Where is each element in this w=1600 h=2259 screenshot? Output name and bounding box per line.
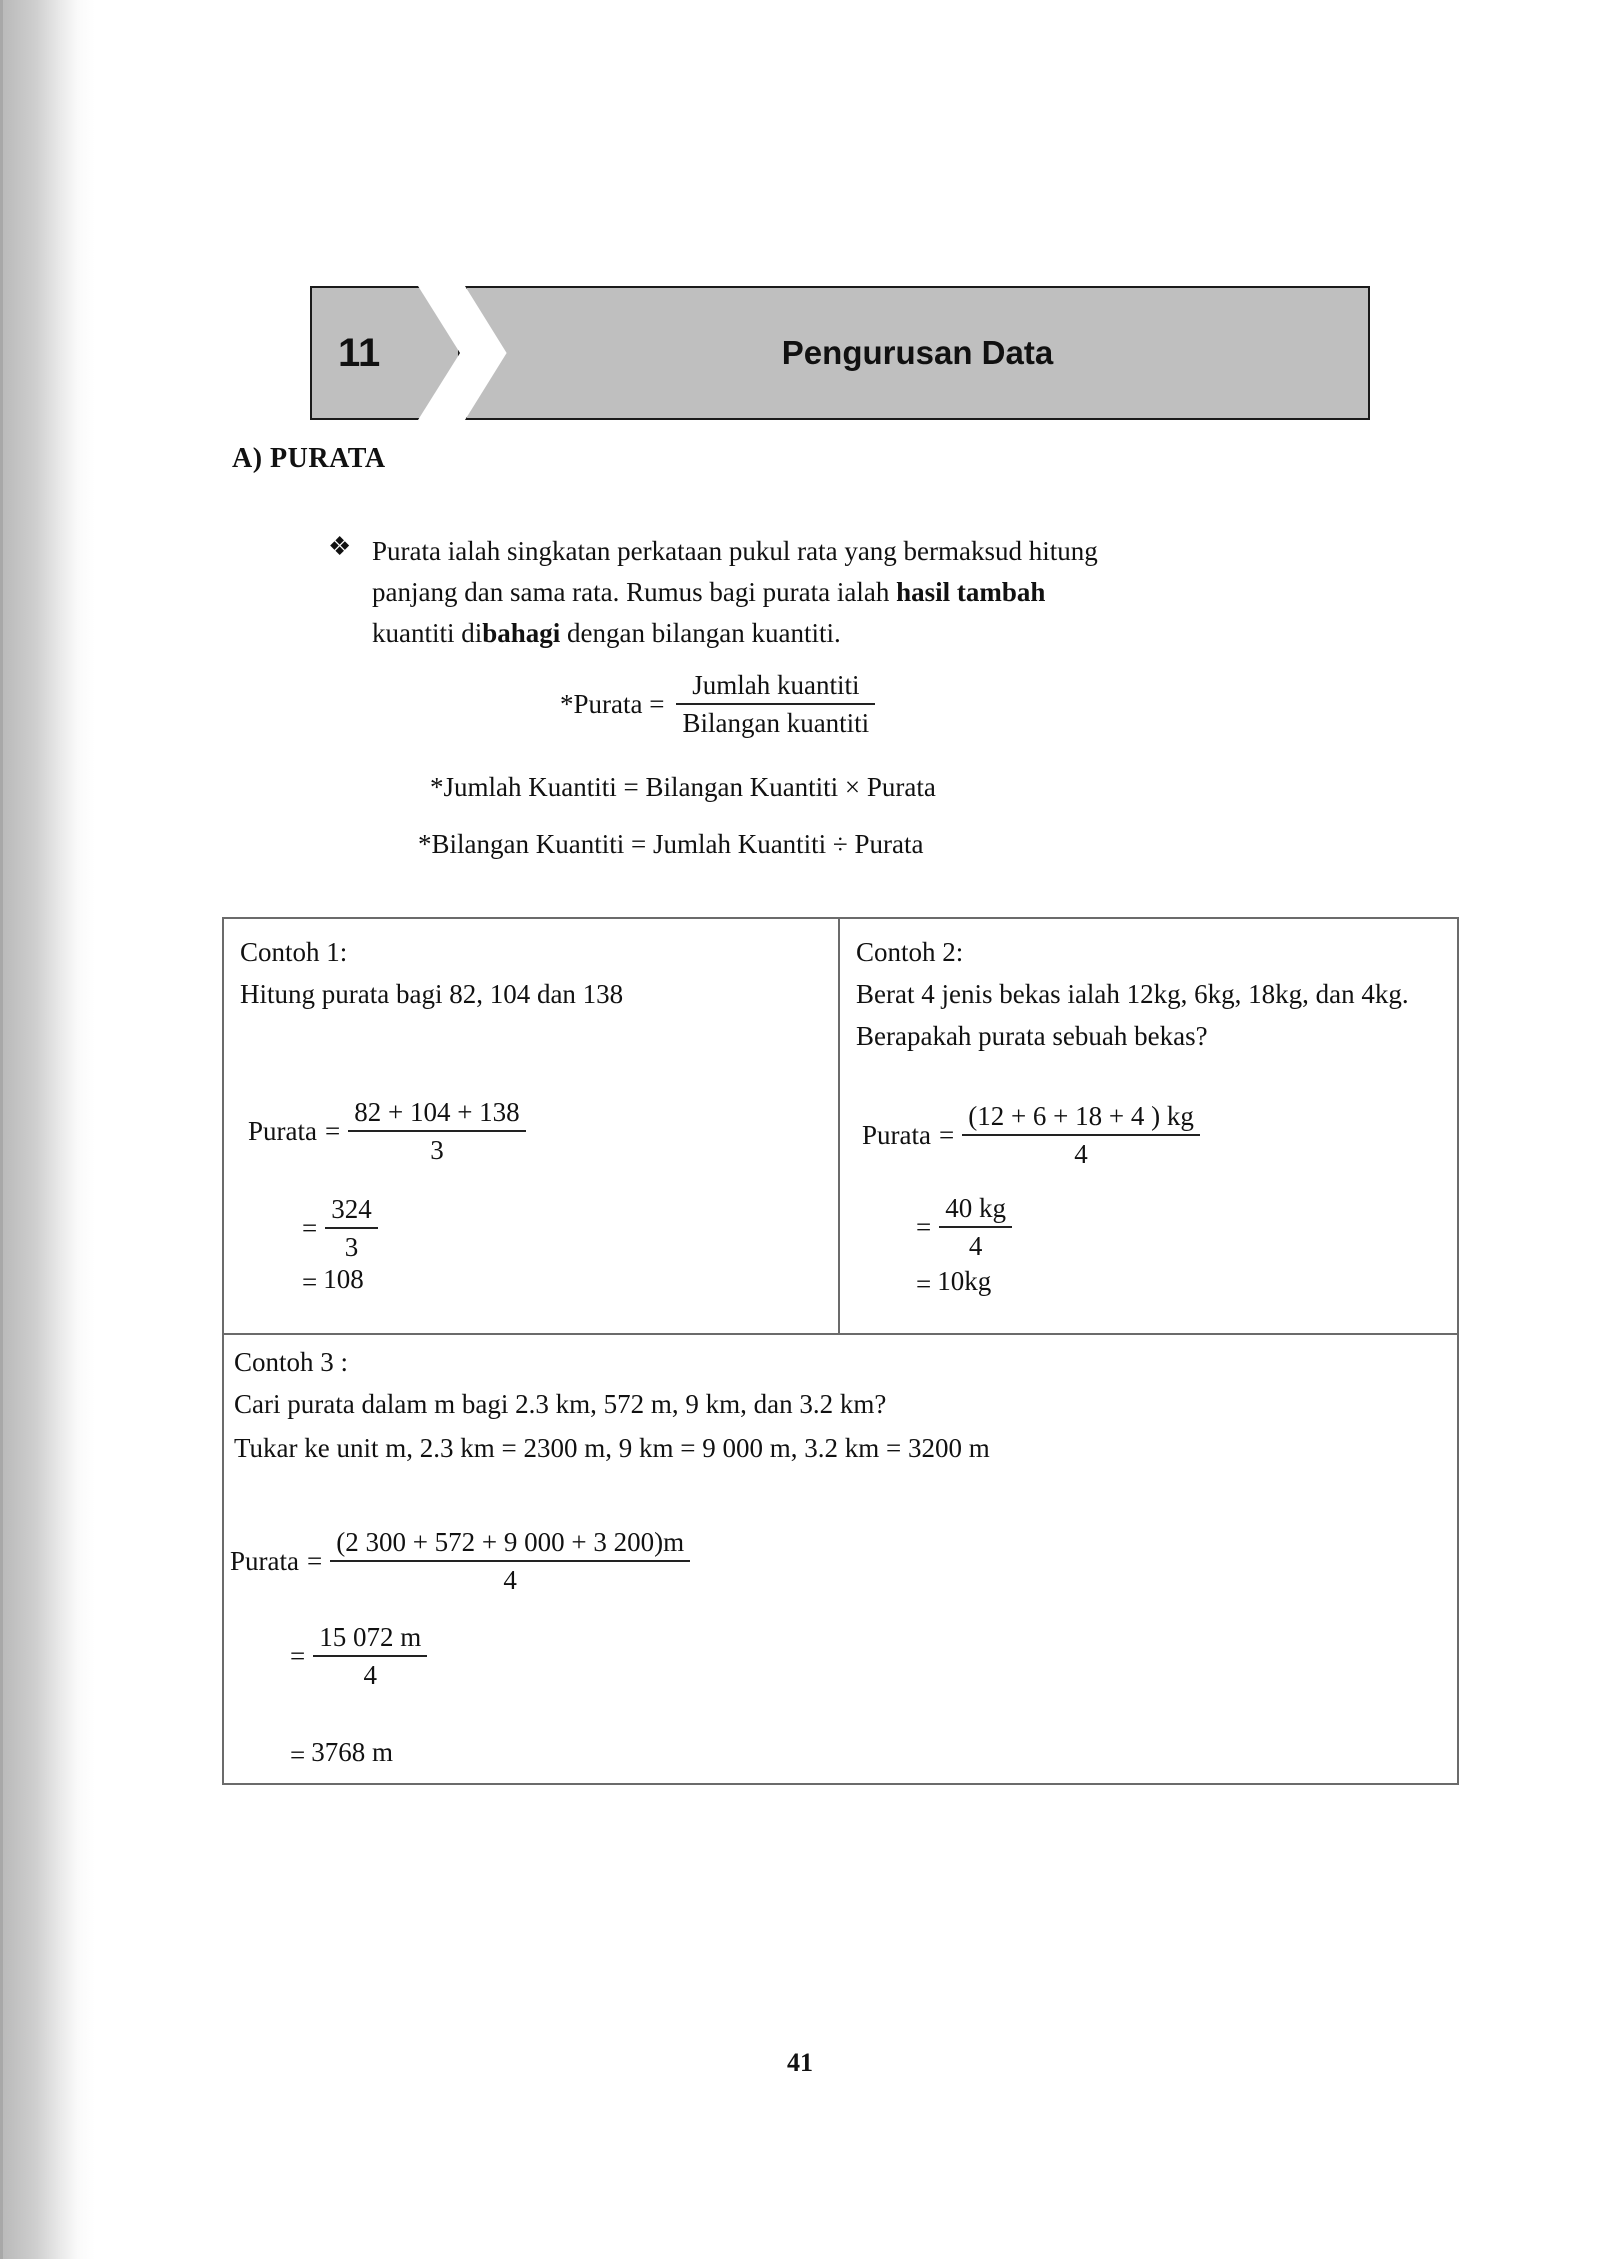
definition-text-part-2: kuantiti di xyxy=(372,618,483,648)
definition-bullet-block xyxy=(328,531,1118,654)
contoh-3-step-2-denominator: 4 xyxy=(363,1660,377,1690)
contoh-2-step-1 xyxy=(862,1099,1202,1171)
purata-formula-numerator: Jumlah kuantiti xyxy=(676,668,875,705)
contoh-2-step-3 xyxy=(916,1264,991,1301)
contoh-1-step-1 xyxy=(248,1095,528,1167)
contoh-1-step-2 xyxy=(302,1192,380,1264)
contoh-3-step-1-numerator: (2 300 + 572 + 9 000 + 3 200)m xyxy=(330,1525,690,1562)
contoh-2-step-2-numerator: 40 kg xyxy=(939,1191,1012,1228)
contoh-3-title: Contoh 3 : xyxy=(234,1347,349,1377)
definition-text-part-1: Purata ialah singkatan perkataan pukul rata yang bermaksud hitung panjang dan sama rata. Rumus bagi purata ialah xyxy=(372,536,1098,607)
contoh-2-result: 10kg xyxy=(937,1266,992,1296)
contoh-3-step-1-eq: = xyxy=(306,1546,323,1576)
contoh-1-question: Hitung purata bagi 82, 104 dan 138 xyxy=(240,979,624,1009)
contoh-1-result: 108 xyxy=(323,1264,364,1294)
example-cell-contoh-1 xyxy=(224,919,840,1333)
contoh-2-step-1-fraction xyxy=(962,1099,1200,1171)
contoh-1-step-2-fraction xyxy=(325,1192,378,1264)
purata-formula-denominator: Bilangan kuantiti xyxy=(682,708,870,738)
contoh-1-step-1-fraction xyxy=(348,1095,525,1167)
scan-edge-shadow xyxy=(0,0,95,2259)
chapter-number: 11 xyxy=(338,331,381,375)
contoh-3-step-1-fraction xyxy=(330,1525,690,1597)
contoh-1-step-1-numerator: 82 + 104 + 138 xyxy=(348,1095,525,1132)
contoh-2-step-1-label: Purata xyxy=(862,1120,931,1150)
contoh-1-step-1-label: Purata xyxy=(248,1116,317,1146)
diamond-bullet-icon: ❖ xyxy=(328,532,352,561)
contoh-1-step-2-denominator: 3 xyxy=(344,1232,359,1262)
contoh-3-step-1-label: Purata xyxy=(230,1546,299,1576)
scan-edge-line xyxy=(0,0,3,2259)
contoh-2-step-2 xyxy=(916,1191,1014,1263)
contoh-2-step-2-eq: = xyxy=(916,1212,932,1242)
contoh-1-step-3-eq: = xyxy=(302,1266,318,1297)
contoh-2-step-1-denominator: 4 xyxy=(1074,1139,1088,1169)
purata-formula xyxy=(560,668,877,740)
examples-table xyxy=(222,917,1459,1785)
contoh-2-step-3-eq: = xyxy=(916,1268,932,1299)
contoh-1-step-2-eq: = xyxy=(302,1213,318,1243)
contoh-1-step-3 xyxy=(302,1262,364,1299)
contoh-1-title: Contoh 1: xyxy=(240,937,348,967)
example-cell-contoh-3 xyxy=(224,1333,1457,1783)
bilangan-kuantiti-formula: *Bilangan Kuantiti = Jumlah Kuantiti ÷ Purata xyxy=(418,829,924,859)
contoh-3-question: Cari purata dalam m bagi 2.3 km, 572 m, 9 km, dan 3.2 km? xyxy=(234,1389,887,1419)
contoh-2-step-2-fraction xyxy=(939,1191,1012,1263)
contoh-1-step-1-denominator: 3 xyxy=(430,1135,444,1165)
contoh-3-result: 3768 m xyxy=(311,1737,393,1767)
contoh-3-step-3 xyxy=(290,1735,393,1772)
chapter-banner xyxy=(310,286,1370,420)
definition-bold-1: hasil tambah xyxy=(896,577,1046,607)
section-heading: A) PURATA xyxy=(232,443,386,474)
examples-row-top xyxy=(224,919,1457,1333)
chapter-number-box xyxy=(310,286,460,420)
definition-text xyxy=(372,531,1118,654)
contoh-3-step-1 xyxy=(230,1525,692,1597)
definition-bold-2: bahagi xyxy=(482,618,561,648)
contoh-2-question: Berat 4 jenis bekas ialah 12kg, 6kg, 18kg, dan 4kg. Berapakah purata sebuah bekas? xyxy=(856,979,1409,1051)
example-cell-contoh-2 xyxy=(840,919,1457,1333)
purata-formula-fraction xyxy=(676,668,875,740)
contoh-2-step-1-numerator: (12 + 6 + 18 + 4 ) kg xyxy=(962,1099,1200,1136)
contoh-1-step-2-numerator: 324 xyxy=(325,1192,378,1229)
contoh-3-step-1-denominator: 4 xyxy=(503,1565,517,1595)
contoh-3-step-2 xyxy=(290,1620,429,1692)
contoh-3-intro xyxy=(234,1343,1414,1469)
contoh-1-step-1-eq: = xyxy=(324,1116,341,1146)
contoh-3-conversion: Tukar ke unit m, 2.3 km = 2300 m, 9 km = 9 000 m, 3.2 km = 3200 m xyxy=(234,1433,990,1463)
contoh-3-step-2-fraction xyxy=(313,1620,427,1692)
page-number: 41 xyxy=(787,2048,813,2077)
contoh-3-step-3-eq: = xyxy=(290,1739,306,1770)
purata-formula-lead: *Purata = xyxy=(560,689,665,719)
definition-text-part-3: dengan bilangan kuantiti. xyxy=(560,618,841,648)
contoh-2-step-2-denominator: 4 xyxy=(968,1231,983,1261)
contoh-3-step-2-numerator: 15 072 m xyxy=(313,1620,427,1657)
chapter-title: Pengurusan Data xyxy=(781,334,1054,371)
contoh-3-step-2-eq: = xyxy=(290,1641,306,1671)
contoh-2-step-1-eq: = xyxy=(938,1120,955,1150)
contoh-2-title: Contoh 2: xyxy=(856,937,964,967)
jumlah-kuantiti-formula: *Jumlah Kuantiti = Bilangan Kuantiti × Purata xyxy=(430,772,936,802)
